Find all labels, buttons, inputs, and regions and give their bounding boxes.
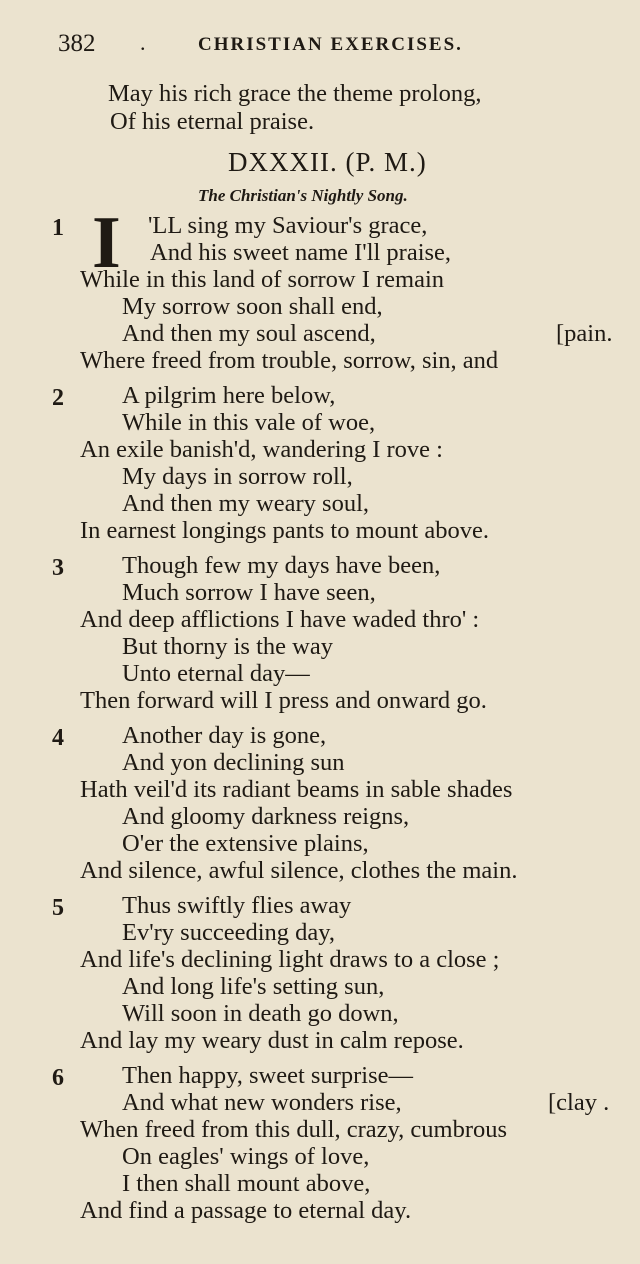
hymn-number: DXXXII. (P. M.) bbox=[228, 147, 427, 177]
verse-line: My sorrow soon shall end, bbox=[122, 293, 383, 320]
verse-line: And gloomy darkness reigns, bbox=[122, 803, 410, 830]
verse-line: Ev'ry succeeding day, bbox=[122, 919, 336, 946]
turnover-word: [pain. bbox=[556, 320, 613, 347]
page-number: 382 bbox=[58, 30, 96, 57]
verse-line: Then forward will I press and onward go. bbox=[80, 687, 487, 714]
verse-line: An exile banish'd, wandering I rove : bbox=[80, 436, 443, 463]
verse-line: Another day is gone, bbox=[122, 722, 327, 749]
running-header bbox=[58, 30, 618, 62]
verse-line: Will soon in death go down, bbox=[122, 1000, 399, 1027]
verse-number: 2 bbox=[52, 385, 64, 411]
prev-hymn-line: Of his eternal praise. bbox=[110, 108, 315, 135]
verse-line: My days in sorrow roll, bbox=[122, 463, 353, 490]
verse-line: On eagles' wings of love, bbox=[122, 1143, 370, 1170]
verse-number: 1 bbox=[52, 215, 64, 241]
hymn-subtitle: The Christian's Nightly Song. bbox=[198, 186, 408, 205]
verse-line: And yon declining sun bbox=[122, 749, 345, 776]
verse-line: When freed from this dull, crazy, cumbrous bbox=[80, 1116, 508, 1143]
verse-line: And his sweet name I'll praise, bbox=[150, 239, 452, 266]
verse-number: 5 bbox=[52, 895, 64, 921]
header-separator: . bbox=[140, 30, 146, 55]
verse-line: 'LL sing my Saviour's grace, bbox=[148, 212, 428, 239]
verse-line: O'er the extensive plains, bbox=[122, 830, 369, 857]
verse-line: Then happy, sweet surprise— bbox=[122, 1062, 413, 1089]
verse-line: While in this vale of woe, bbox=[122, 409, 376, 436]
turnover-word: [clay . bbox=[548, 1089, 610, 1116]
verse-line: I then shall mount above, bbox=[122, 1170, 371, 1197]
running-title: CHRISTIAN EXERCISES. bbox=[198, 34, 463, 55]
verse-line: And find a passage to eternal day. bbox=[80, 1197, 412, 1224]
verse-number: 4 bbox=[52, 725, 64, 751]
verse-line: Hath veil'd its radiant beams in sable shades bbox=[80, 776, 513, 803]
verse-line: While in this land of sorrow I remain bbox=[80, 266, 445, 293]
verse-line: Thus swiftly flies away bbox=[122, 892, 352, 919]
verse-line: And then my weary soul, bbox=[122, 490, 369, 517]
verse-line: Though few my days have been, bbox=[122, 552, 441, 579]
verse-line: And deep afflictions I have waded thro' : bbox=[80, 606, 480, 633]
verse-line: And lay my weary dust in calm repose. bbox=[80, 1027, 464, 1054]
verse-line: Unto eternal day— bbox=[122, 660, 310, 687]
verse-line: In earnest longings pants to mount above. bbox=[80, 517, 489, 544]
verse-line: And then my soul ascend, bbox=[122, 320, 376, 347]
verse-line: Much sorrow I have seen, bbox=[122, 579, 376, 606]
verse-line: And life's declining light draws to a close ; bbox=[80, 946, 500, 973]
verse-line: And long life's setting sun, bbox=[122, 973, 385, 1000]
verse-line: A pilgrim here below, bbox=[122, 382, 336, 409]
verse-line: And what new wonders rise, bbox=[122, 1089, 402, 1116]
verse-line: Where freed from trouble, sorrow, sin, and bbox=[80, 347, 499, 374]
verse-line: And silence, awful silence, clothes the main. bbox=[80, 857, 518, 884]
verse-number: 6 bbox=[52, 1065, 64, 1091]
verse-line: But thorny is the way bbox=[122, 633, 333, 660]
verse-number: 3 bbox=[52, 555, 64, 581]
drop-cap: I bbox=[92, 202, 121, 284]
prev-hymn-line: May his rich grace the theme prolong, bbox=[108, 80, 482, 107]
